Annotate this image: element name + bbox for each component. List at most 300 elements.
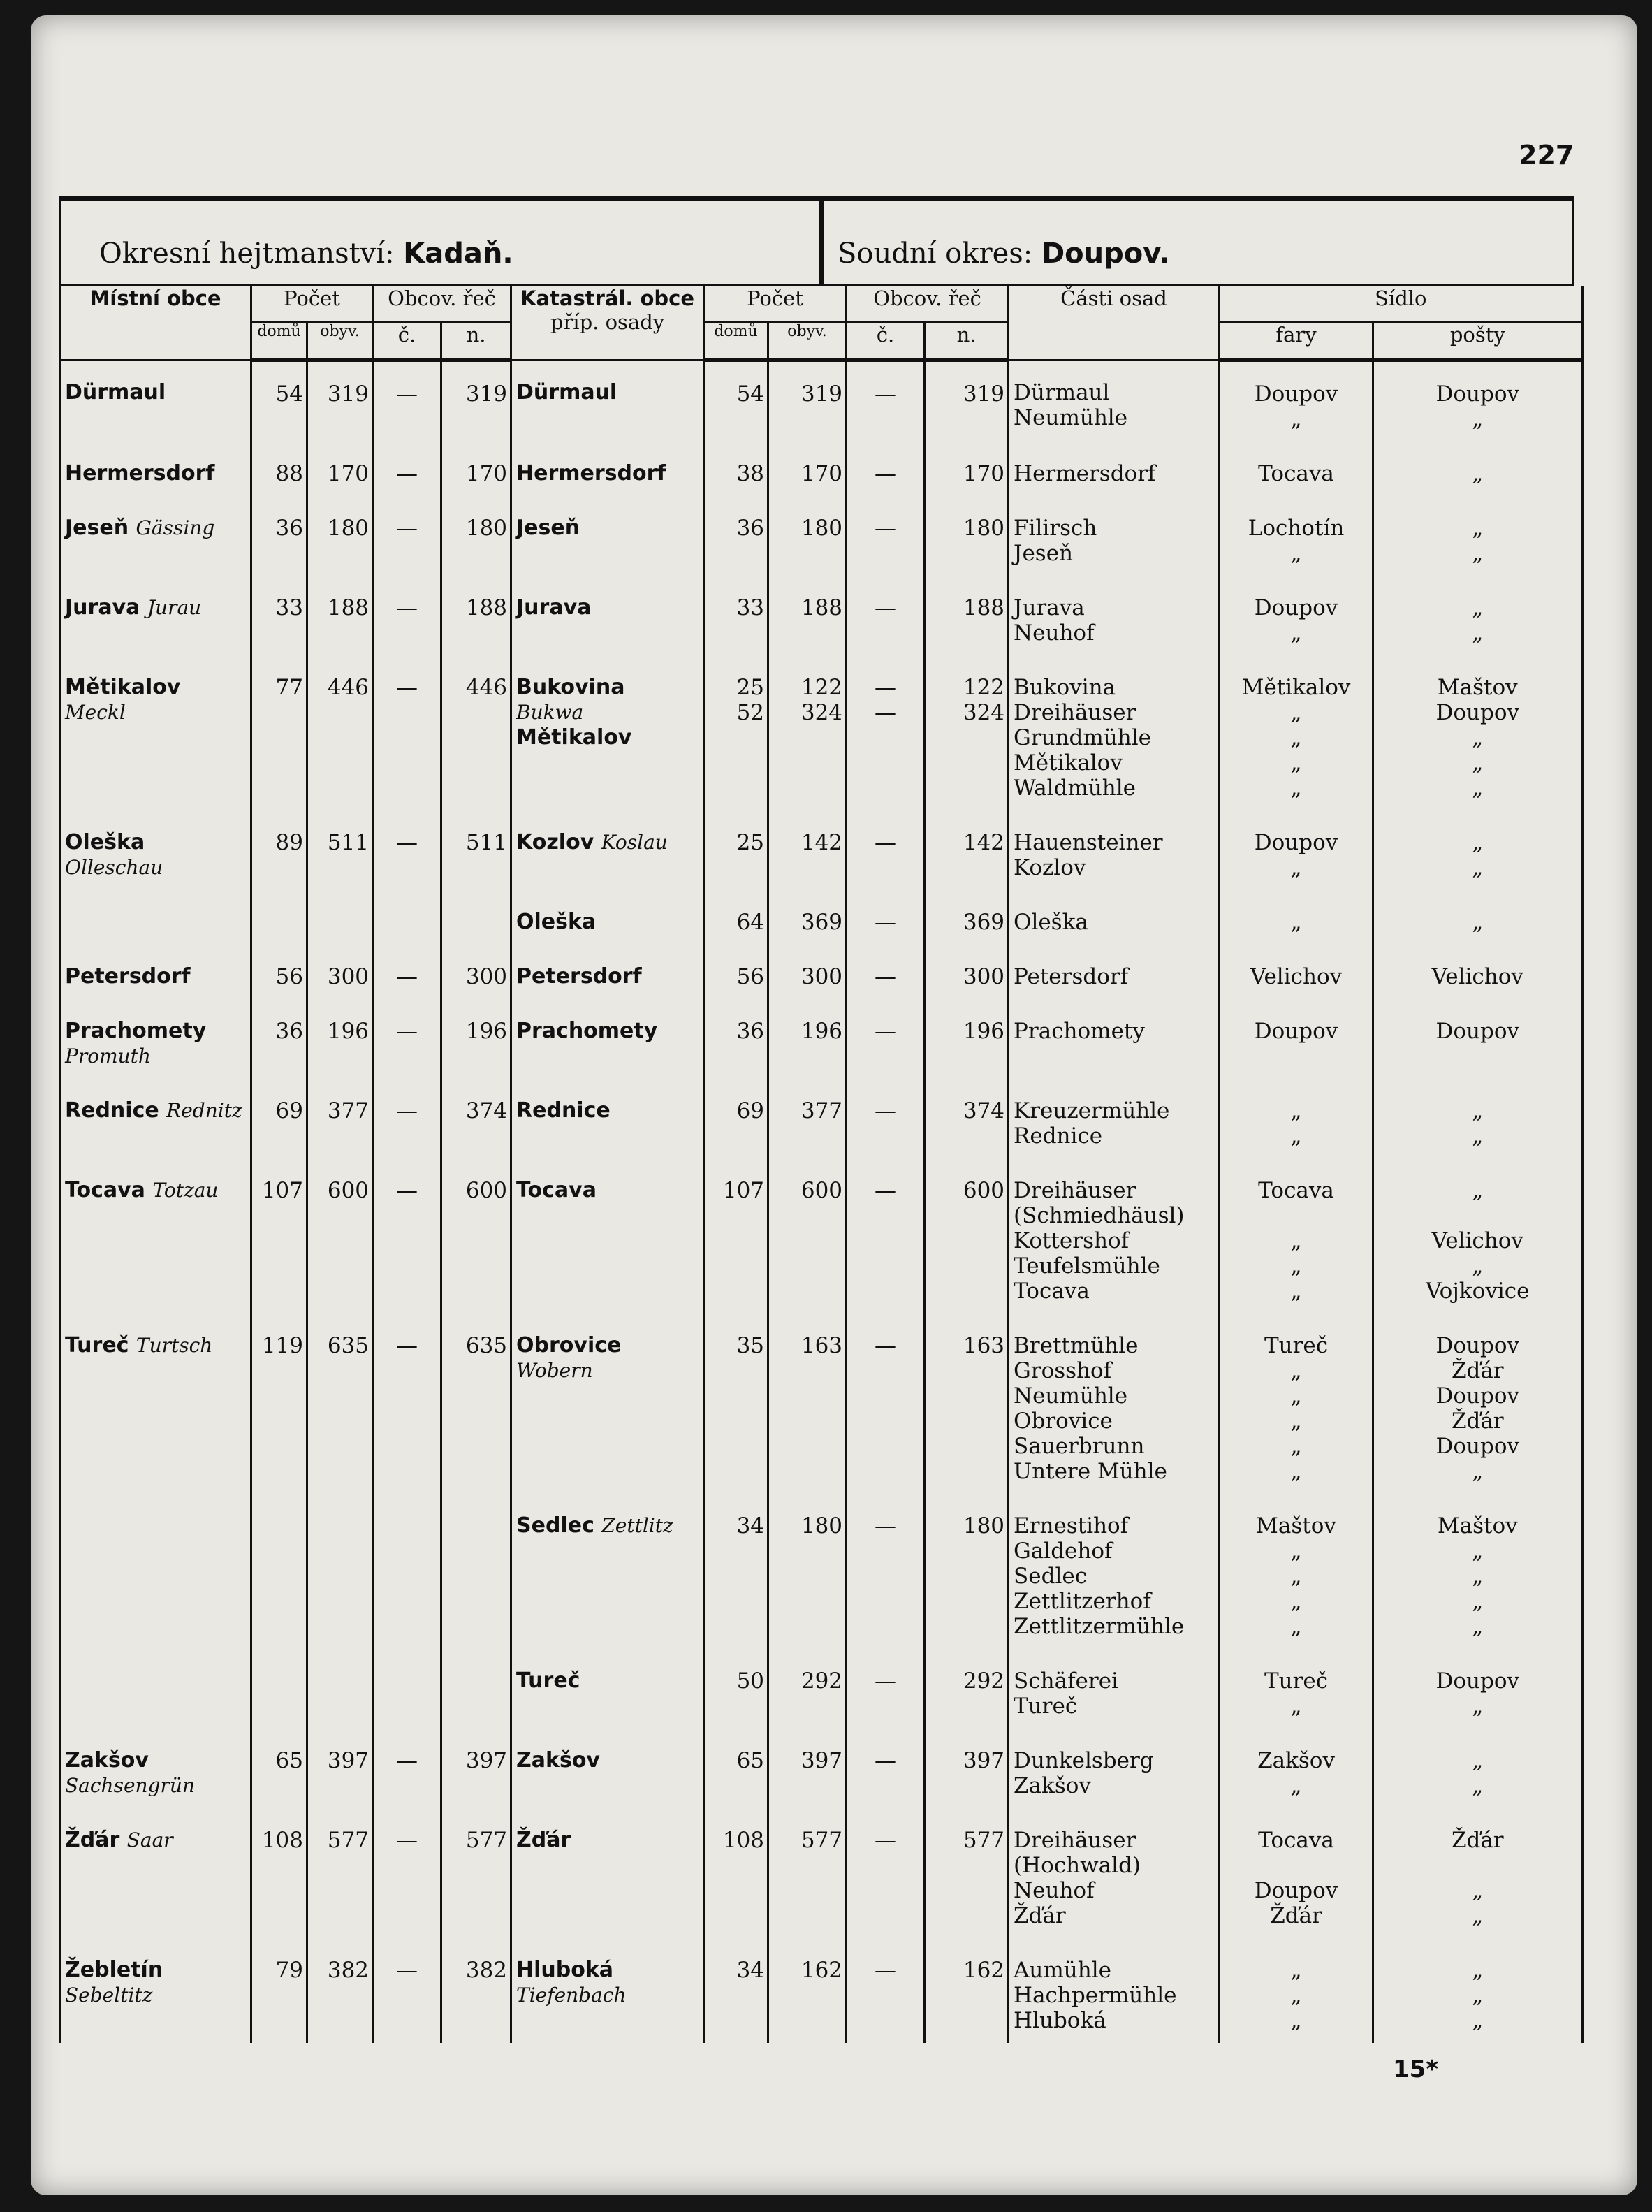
parish-value: „ [1290, 1773, 1302, 1798]
settlement-part: Petersdorf [1014, 964, 1129, 989]
parish-value: Žďár [1270, 1903, 1322, 1928]
value: 170 [963, 461, 1005, 486]
value: — [875, 830, 897, 855]
parish-seat [1220, 1808, 1373, 1938]
czech-speakers: — [373, 1808, 441, 1938]
czech-speakers: — [373, 442, 441, 496]
post-value: Velichov [1431, 964, 1523, 989]
houses-count: 69 [251, 1079, 307, 1158]
settlement-part: Hachpermühle [1014, 1983, 1177, 2008]
table-row [60, 1649, 1583, 1729]
houses-count [251, 1649, 307, 1729]
parish-value: „ [1290, 1614, 1302, 1639]
municipality-german-name: Sachsengrün [65, 1774, 195, 1797]
municipality-name: Hermersdorf [65, 461, 215, 486]
settlement-part: Prachomety [1014, 1019, 1145, 1044]
settlement-part: Kreuzermühle [1014, 1098, 1170, 1123]
col-posty: pošty [1373, 322, 1583, 360]
cadastral-german [925, 576, 1009, 655]
parish-value: Tureč [1264, 1333, 1329, 1358]
parish-seat [1220, 360, 1373, 442]
cadastral-cell [511, 360, 704, 442]
cadastral-czech [847, 442, 925, 496]
settlement-parts [1009, 1808, 1220, 1938]
parish-seat [1220, 1158, 1373, 1314]
value: — [875, 1828, 897, 1853]
value: 369 [801, 910, 843, 935]
settlement-part: Brettmühle [1014, 1333, 1139, 1358]
houses-count: 36 [251, 999, 307, 1079]
settlement-part: (Schmiedhäusl) [1014, 1203, 1185, 1228]
czech-speakers: — [373, 496, 441, 576]
parish-value: „ [1290, 1123, 1302, 1149]
parish-value: „ [1290, 407, 1302, 432]
cadastral-houses [704, 1808, 768, 1938]
post-value: „ [1472, 1748, 1484, 1773]
cadastral-name: Prachomety [516, 1019, 658, 1043]
value: 162 [963, 1958, 1005, 1983]
parish-value: Doupov [1254, 595, 1338, 620]
settlement-parts [1009, 576, 1220, 655]
value: 180 [963, 516, 1005, 541]
cadastral-cell [511, 1649, 704, 1729]
post-value: „ [1472, 1983, 1484, 2008]
german-speakers: 511 [441, 810, 511, 890]
cadastral-inhabitants [768, 1079, 847, 1158]
inhabitants-count: 180 [307, 496, 373, 576]
cadastral-cell [511, 442, 704, 496]
parish-value: „ [1290, 1564, 1302, 1589]
cadastral-name: Petersdorf [516, 964, 642, 989]
cadastral-cell [511, 1729, 704, 1808]
settlement-part: Kottershof [1014, 1228, 1130, 1253]
post-office [1373, 1808, 1583, 1938]
value: — [875, 595, 897, 620]
cadastral-inhabitants [768, 1158, 847, 1314]
post-value: Doupov [1435, 700, 1520, 725]
col-c: č. [373, 322, 441, 360]
german-speakers: 374 [441, 1079, 511, 1158]
court-district-heading: Soudní okres: Doupov. [838, 238, 1170, 270]
post-office [1373, 442, 1583, 496]
post-value: „ [1472, 776, 1484, 801]
municipality-cell [60, 1158, 251, 1314]
houses-count: 119 [251, 1314, 307, 1494]
parish-value: „ [1290, 1358, 1302, 1383]
settlement-part: Ernestihof [1014, 1513, 1129, 1538]
value: 54 [736, 381, 765, 407]
settlement-parts [1009, 360, 1220, 442]
value: 36 [736, 516, 765, 541]
cadastral-houses [704, 360, 768, 442]
cadastral-houses [704, 1938, 768, 2043]
cadastral-czech [847, 810, 925, 890]
settlement-part: Tocava [1014, 1279, 1090, 1304]
municipality-name: Dürmaul [65, 380, 166, 405]
post-value: „ [1472, 750, 1484, 776]
czech-speakers: — [373, 1938, 441, 2043]
cadastral-name: Obrovice [516, 1333, 622, 1358]
german-speakers [441, 890, 511, 945]
cadastral-inhabitants [768, 360, 847, 442]
table-body [60, 360, 1583, 2043]
value: 64 [736, 910, 765, 935]
cadastral-houses [704, 442, 768, 496]
parish-value: „ [1290, 1434, 1302, 1459]
municipality-cell [60, 655, 251, 810]
cadastral-czech [847, 945, 925, 999]
cadastral-german [925, 1494, 1009, 1649]
settlement-part: Untere Mühle [1014, 1459, 1167, 1484]
municipality-german-name: Turtsch [136, 1334, 213, 1357]
parish-value: Zakšov [1257, 1748, 1335, 1773]
parish-value: „ [1290, 750, 1302, 776]
cadastral-name-2: Mětikalov [516, 725, 632, 750]
settlement-parts [1009, 945, 1220, 999]
settlement-part: Dunkelsberg [1014, 1748, 1154, 1773]
col-obcov-rec: Obcov. řeč [373, 286, 511, 322]
cadastral-cell [511, 810, 704, 890]
post-office [1373, 1079, 1583, 1158]
czech-speakers: — [373, 576, 441, 655]
settlement-part: Neuhof [1014, 620, 1095, 646]
czech-speakers: — [373, 1729, 441, 1808]
post-value: „ [1472, 407, 1484, 432]
value: — [875, 964, 897, 989]
value: 162 [801, 1958, 843, 1983]
post-value: „ [1472, 2008, 1484, 2033]
municipality-name: Zakšov [65, 1748, 149, 1773]
value: 188 [963, 595, 1005, 620]
settlement-part: Tureč [1014, 1694, 1078, 1719]
cadastral-german [925, 1729, 1009, 1808]
post-value: Žďár [1451, 1828, 1504, 1853]
parish-value: „ [1290, 1694, 1302, 1719]
czech-speakers: — [373, 1314, 441, 1494]
page-number: 227 [1519, 140, 1574, 170]
cadastral-czech [847, 1079, 925, 1158]
value: 188 [801, 595, 843, 620]
settlement-parts [1009, 1079, 1220, 1158]
value: — [875, 461, 897, 486]
value: 377 [801, 1098, 843, 1123]
settlement-part: Neumühle [1014, 405, 1128, 430]
cadastral-name: Žďár [516, 1828, 571, 1852]
cadastral-name: Rednice [516, 1098, 611, 1123]
settlement-part: Neuhof [1014, 1878, 1095, 1903]
parish-value: Tocava [1258, 1828, 1334, 1853]
col-casti-osad: Části osad [1009, 286, 1220, 360]
municipality-name: Petersdorf [65, 964, 191, 989]
post-value: „ [1472, 1253, 1484, 1279]
post-value: „ [1472, 1564, 1484, 1589]
value: 36 [736, 1019, 765, 1044]
cadastral-name: Jeseň [516, 516, 580, 540]
cadastral-german-name: Wobern [516, 1359, 593, 1382]
german-speakers: 397 [441, 1729, 511, 1808]
municipality-cell [60, 1494, 251, 1649]
header-divider [819, 201, 824, 284]
table-row [60, 496, 1583, 576]
post-value: Doupov [1435, 381, 1520, 407]
value: — [875, 1333, 897, 1358]
municipality-name: Rednice [65, 1098, 159, 1123]
cadastral-houses [704, 576, 768, 655]
post-value: Vojkovice [1426, 1279, 1530, 1304]
inhabitants-count: 635 [307, 1314, 373, 1494]
value: — [875, 1748, 897, 1773]
col-n: n. [441, 322, 511, 360]
cadastral-czech [847, 1158, 925, 1314]
footer-mark: 15* [1393, 2055, 1439, 2083]
post-office [1373, 1158, 1583, 1314]
post-value [1378, 1203, 1577, 1228]
settlement-part: Jeseň [1014, 541, 1074, 566]
czech-speakers: — [373, 999, 441, 1079]
post-office [1373, 1314, 1583, 1494]
post-value: „ [1472, 1958, 1484, 1983]
cadastral-cell [511, 655, 704, 810]
post-office [1373, 360, 1583, 442]
inhabitants-count: 300 [307, 945, 373, 999]
col-obyv: obyv. [307, 322, 373, 360]
municipality-cell [60, 999, 251, 1079]
settlement-parts [1009, 1649, 1220, 1729]
value: 600 [801, 1178, 843, 1203]
post-value: „ [1472, 595, 1484, 620]
post-office [1373, 496, 1583, 576]
municipality-cell [60, 1314, 251, 1494]
post-value: „ [1472, 461, 1484, 486]
col-obyv-2: obyv. [768, 322, 847, 360]
value-2: 324 [963, 700, 1005, 725]
settlement-part: Grundmühle [1014, 725, 1151, 750]
houses-count: 36 [251, 496, 307, 576]
cadastral-cell [511, 496, 704, 576]
cadastral-czech [847, 496, 925, 576]
houses-count: 107 [251, 1158, 307, 1314]
col-pocet-2: Počet [704, 286, 847, 322]
parish-value: „ [1290, 1279, 1302, 1304]
parish-value: Tocava [1258, 1178, 1334, 1203]
settlement-part: Hermersdorf [1014, 461, 1156, 486]
cadastral-czech [847, 655, 925, 810]
settlement-part: Sedlec [1014, 1564, 1088, 1589]
value: 300 [801, 964, 843, 989]
value: 319 [963, 381, 1005, 407]
municipality-name: Prachomety [65, 1019, 207, 1043]
table-row [60, 810, 1583, 890]
col-c-2: č. [847, 322, 925, 360]
value: — [875, 1958, 897, 1983]
settlement-part: Zettlitzerhof [1014, 1589, 1151, 1614]
houses-count: 77 [251, 655, 307, 810]
parish-seat [1220, 1494, 1373, 1649]
value: 25 [736, 675, 765, 700]
table-row [60, 655, 1583, 810]
inhabitants-count: 188 [307, 576, 373, 655]
value: 163 [801, 1333, 843, 1358]
cadastral-german [925, 655, 1009, 810]
post-value: Velichov [1431, 1228, 1523, 1253]
value: — [875, 1178, 897, 1203]
post-office [1373, 655, 1583, 810]
col-pocet: Počet [251, 286, 373, 322]
german-speakers [441, 1494, 511, 1649]
settlement-part: Dreihäuser [1014, 1828, 1136, 1853]
table-row [60, 1079, 1583, 1158]
value: — [875, 516, 897, 541]
cadastral-inhabitants [768, 496, 847, 576]
cadastral-houses [704, 1079, 768, 1158]
value: 374 [963, 1098, 1005, 1123]
table-row [60, 442, 1583, 496]
post-office [1373, 576, 1583, 655]
municipality-cell [60, 576, 251, 655]
value: 319 [801, 381, 843, 407]
czech-speakers: — [373, 1158, 441, 1314]
cadastral-german [925, 945, 1009, 999]
inhabitants-count [307, 1494, 373, 1649]
inhabitants-count: 446 [307, 655, 373, 810]
parish-value: Maštov [1256, 1513, 1336, 1538]
czech-speakers: — [373, 1079, 441, 1158]
inhabitants-count: 377 [307, 1079, 373, 1158]
post-value: Žďár [1451, 1358, 1504, 1383]
post-office [1373, 890, 1583, 945]
value: 122 [801, 675, 843, 700]
parish-seat [1220, 890, 1373, 945]
table-row [60, 999, 1583, 1079]
post-value: „ [1472, 1773, 1484, 1798]
cadastral-cell [511, 1494, 704, 1649]
table-row [60, 576, 1583, 655]
parish-value: Doupov [1254, 381, 1338, 407]
cadastral-german [925, 1808, 1009, 1938]
cadastral-german [925, 1158, 1009, 1314]
value: — [875, 1668, 897, 1694]
cadastral-inhabitants [768, 442, 847, 496]
czech-speakers [373, 890, 441, 945]
german-speakers: 170 [441, 442, 511, 496]
settlement-part: Schäferei [1014, 1668, 1118, 1694]
value: 142 [963, 830, 1005, 855]
value: 180 [801, 516, 843, 541]
settlement-part: Mětikalov [1014, 750, 1123, 776]
inhabitants-count: 577 [307, 1808, 373, 1938]
settlement-part: (Hochwald) [1014, 1853, 1141, 1878]
value: 25 [736, 830, 765, 855]
settlement-part: Rednice [1014, 1123, 1103, 1149]
post-value: „ [1472, 516, 1484, 541]
cadastral-german [925, 496, 1009, 576]
houses-count: 56 [251, 945, 307, 999]
settlement-parts [1009, 810, 1220, 890]
cadastral-name: Oleška [516, 910, 597, 934]
cadastral-czech [847, 1729, 925, 1808]
parish-value: „ [1290, 1409, 1302, 1434]
post-value: Doupov [1435, 1383, 1520, 1409]
post-value: „ [1472, 541, 1484, 566]
cadastral-name: Sedlec [516, 1513, 594, 1538]
cadastral-name: Hluboká [516, 1958, 614, 1982]
municipality-table [59, 286, 1584, 2043]
cadastral-houses [704, 1158, 768, 1314]
houses-count: 108 [251, 1808, 307, 1938]
post-value: „ [1472, 1098, 1484, 1123]
cadastral-german [925, 1079, 1009, 1158]
parish-seat [1220, 576, 1373, 655]
post-value: Žďár [1451, 1409, 1504, 1434]
german-speakers [441, 1649, 511, 1729]
cadastral-german [925, 360, 1009, 442]
cadastral-czech [847, 576, 925, 655]
parish-value: „ [1290, 855, 1302, 880]
value: 163 [963, 1333, 1005, 1358]
cadastral-inhabitants [768, 945, 847, 999]
municipality-cell [60, 890, 251, 945]
parish-seat [1220, 1079, 1373, 1158]
cadastral-houses [704, 890, 768, 945]
czech-speakers [373, 1649, 441, 1729]
cadastral-houses [704, 1314, 768, 1494]
cadastral-cell [511, 1314, 704, 1494]
parish-value: „ [1290, 2008, 1302, 2033]
cadastral-inhabitants [768, 1808, 847, 1938]
parish-value: „ [1290, 1958, 1302, 1983]
czech-speakers: — [373, 655, 441, 810]
col-mistni-obec: Místní obce [60, 286, 251, 360]
cadastral-german [925, 890, 1009, 945]
cadastral-cell [511, 945, 704, 999]
cadastral-inhabitants [768, 1649, 847, 1729]
municipality-cell [60, 442, 251, 496]
houses-count: 33 [251, 576, 307, 655]
german-speakers: 577 [441, 1808, 511, 1938]
table-row [60, 890, 1583, 945]
post-value: „ [1472, 1178, 1484, 1203]
inhabitants-count: 600 [307, 1158, 373, 1314]
table-header-bar [59, 196, 1574, 286]
post-value: „ [1472, 1694, 1484, 1719]
german-speakers: 319 [441, 360, 511, 442]
settlement-parts [1009, 999, 1220, 1079]
cadastral-inhabitants [768, 655, 847, 810]
parish-value: Tocava [1258, 461, 1334, 486]
czech-speakers [373, 1494, 441, 1649]
value: 69 [736, 1098, 765, 1123]
parish-value: „ [1290, 1538, 1302, 1564]
value: 292 [963, 1668, 1005, 1694]
cadastral-houses [704, 1729, 768, 1808]
inhabitants-count [307, 1649, 373, 1729]
value: 50 [736, 1668, 765, 1694]
value: 397 [963, 1748, 1005, 1773]
municipality-cell [60, 496, 251, 576]
cadastral-german [925, 1649, 1009, 1729]
parish-value: „ [1290, 776, 1302, 801]
german-speakers: 600 [441, 1158, 511, 1314]
post-value: „ [1472, 1538, 1484, 1564]
settlement-part: Grosshof [1014, 1358, 1112, 1383]
german-speakers: 635 [441, 1314, 511, 1494]
cadastral-name: Zakšov [516, 1748, 600, 1773]
settlement-parts [1009, 442, 1220, 496]
parish-value [1225, 1853, 1368, 1878]
value: 107 [722, 1178, 765, 1203]
value: — [875, 910, 897, 935]
cadastral-houses [704, 810, 768, 890]
